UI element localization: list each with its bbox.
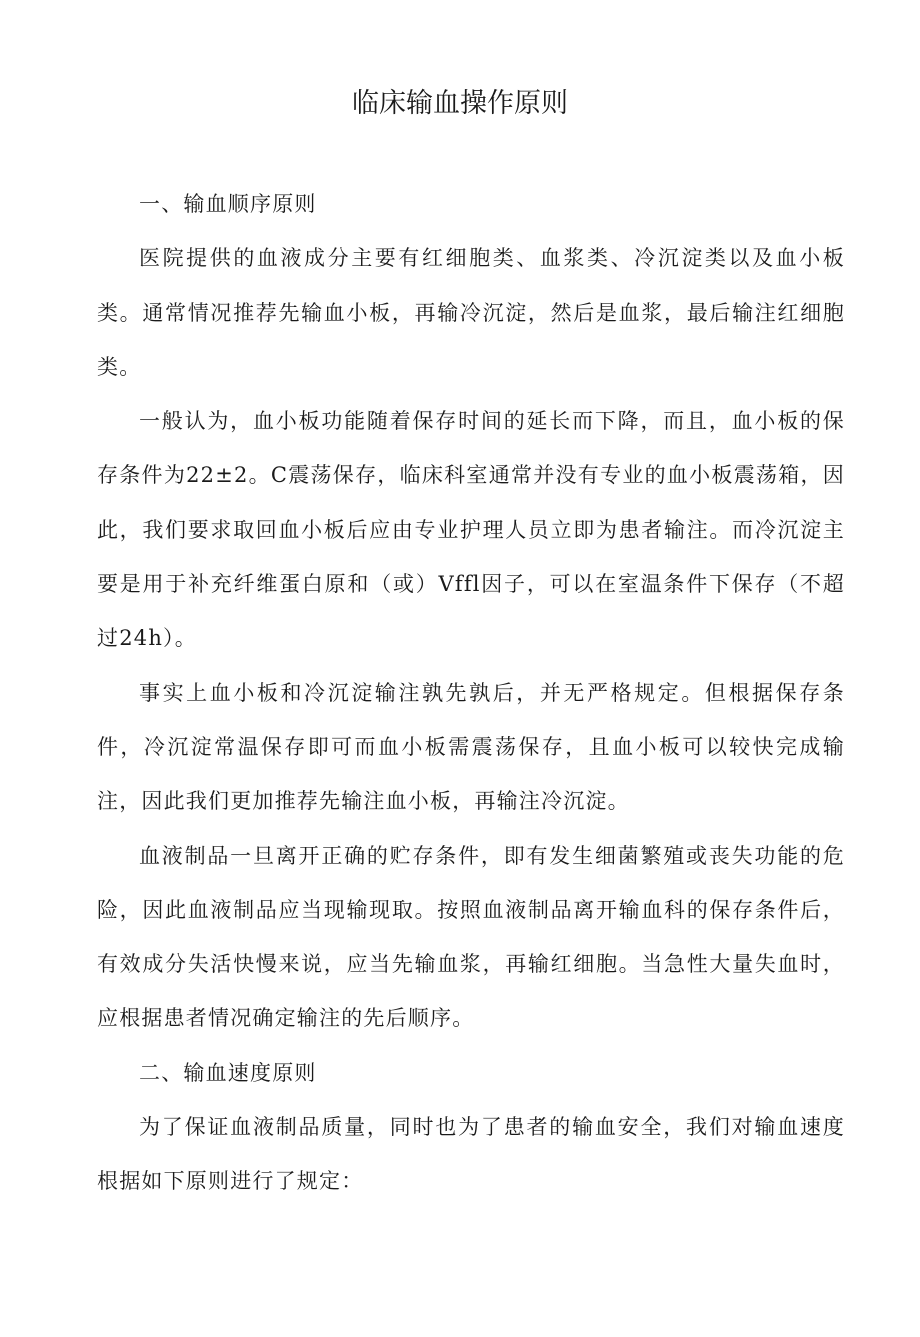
paragraph: 医院提供的血液成分主要有红细胞类、血浆类、冷沉淀类以及血小板类。通常情况推荐先输血小板，再输冷沉淀，然后是血浆，最后输注红细胞类。 [97, 246, 845, 379]
paragraph: 为了保证血液制品质量，同时也为了患者的输血安全，我们对输血速度根据如下原则进行了规定： [97, 1115, 845, 1194]
paragraph: 事实上血小板和冷沉淀输注孰先孰后，并无严格规定。但根据保存条件，冷沉淀常温保存即可而血小板需震荡保存，且血小板可以较快完成输注，因此我们更加推荐先输注血小板，再输注冷沉淀。 [97, 680, 845, 814]
section-heading-speed: 二、输血速度原则 [139, 1060, 317, 1085]
paragraph: 血液制品一旦离开正确的贮存条件，即有发生细菌繁殖或丧失功能的危险，因此血液制品应当现输现取。按照血液制品离开输血科的保存条件后，有效成分失活快慢来说，应当先输血浆，再输红细胞。当急性大量失血时，应根据患者情况确定输注的先后顺序。 [97, 843, 845, 1031]
document-body [97, 177, 845, 1209]
page-title: 临床输血操作原则 [352, 88, 568, 119]
section-heading-order: 一、输血顺序原则 [139, 192, 317, 216]
paragraph: 一般认为，血小板功能随着保存时间的延长而下降，而且，血小板的保存条件为22±2。C震荡保存，临床科室通常并没有专业的血小板震荡箱，因此，我们要求取回血小板后应由专业护理人员立即为患者输注。而冷沉淀主要是用于补充纤维蛋白原和（或）Vffl因子，可以在室温条件下保存（不超过24h）。 [97, 409, 845, 651]
